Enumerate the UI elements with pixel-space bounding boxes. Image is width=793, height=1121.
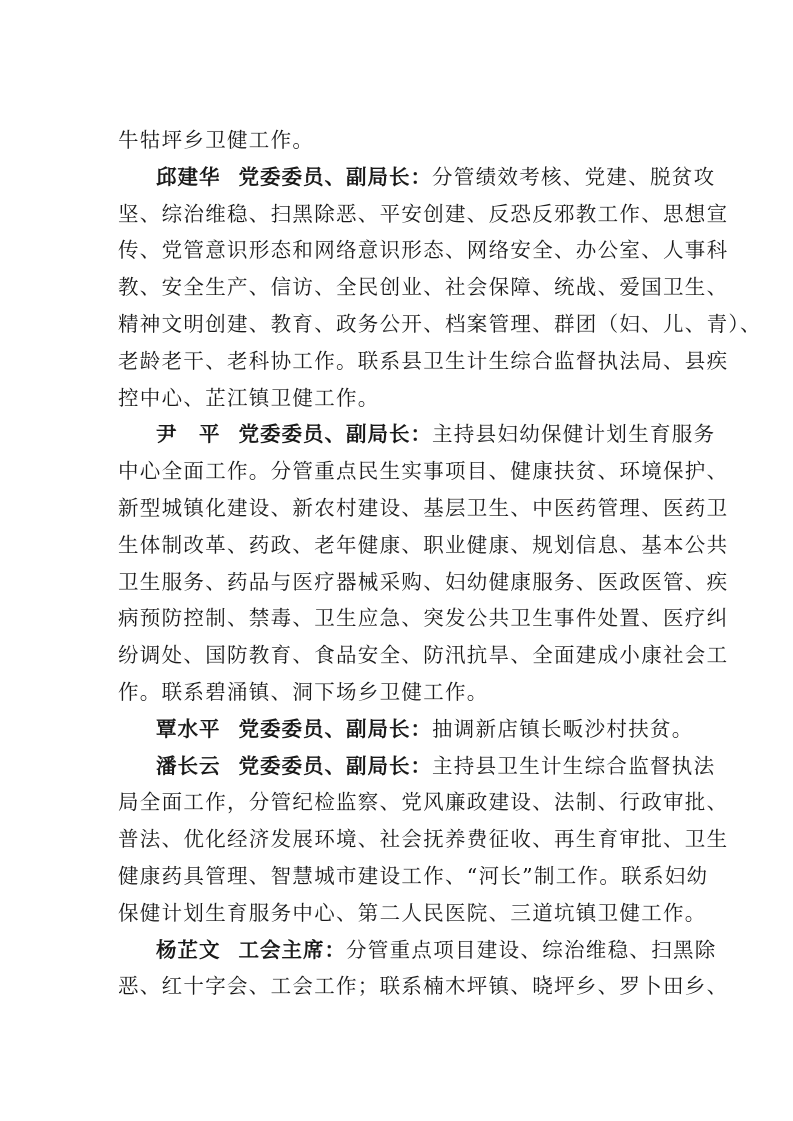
paragraph-lead-line bbox=[118, 932, 733, 969]
person-role: 工会主席： bbox=[238, 937, 346, 962]
text-line: 老龄老干、老科协工作。联系县卫生计生综合监督执法局、县疾 bbox=[118, 348, 729, 373]
text-line: 生体制改革、药政、老年健康、职业健康、规划信息、基本公共 bbox=[118, 532, 729, 557]
text-line: 传、党管意识形态和网络意识形态、网络安全、办公室、人事科 bbox=[118, 238, 729, 263]
text-line: 控中心、芷江镇卫健工作。 bbox=[118, 385, 380, 410]
duty-text: 主持县妇幼保健计划生育服务 bbox=[432, 422, 716, 447]
text-line: 保健计划生育服务中心、第二人民医院、三道坑镇卫健工作。 bbox=[118, 900, 707, 925]
text-line: 中心全面工作。分管重点民生实事项目、健康扶贫、环境保护、 bbox=[118, 459, 729, 484]
person-role: 党委委员、副局长： bbox=[238, 422, 432, 447]
text-line: 作。联系碧涌镇、洞下场乡卫健工作。 bbox=[118, 679, 489, 704]
text-line: 普法、优化经济发展环境、社会抚养费征收、再生育审批、卫生 bbox=[118, 827, 729, 852]
duty-text: 分管绩效考核、党建、脱贫攻 bbox=[432, 164, 716, 189]
text-line: 牛牯坪乡卫健工作。 bbox=[118, 128, 315, 152]
duty-text: 主持县卫生计生综合监督执法 bbox=[432, 753, 716, 778]
text-line: 病预防控制、禁毒、卫生应急、突发公共卫生事件处置、医疗纠 bbox=[118, 606, 729, 631]
text-line: 新型城镇化建设、新农村建设、基层卫生、中医药管理、医药卫 bbox=[118, 495, 729, 520]
person-name: 邱建华 bbox=[156, 164, 221, 189]
text-line: 坚、综治维稳、扫黑除恶、平安创建、反恐反邪教工作、思想宣 bbox=[118, 201, 729, 226]
person-role: 党委委员、副局长： bbox=[238, 716, 432, 741]
text-line: 精神文明创建、教育、政务公开、档案管理、群团（妇、儿、青）、 bbox=[118, 311, 762, 336]
text-line: 教、安全生产、信访、全民创业、社会保障、统战、爱国卫生、 bbox=[118, 275, 729, 300]
duty-text: 抽调新店镇长畈沙村扶贫。 bbox=[432, 716, 694, 741]
duty-text: 分管重点项目建设、综治维稳、扫黑除 bbox=[346, 937, 717, 962]
paragraph-lead-line bbox=[118, 416, 733, 453]
person-name: 潘长云 bbox=[156, 753, 221, 778]
paragraph-lead-line bbox=[118, 159, 733, 196]
person-role: 党委委员、副局长： bbox=[238, 753, 432, 778]
text-line: 卫生服务、药品与医疗器械采购、妇幼健康服务、医政医管、疾 bbox=[118, 569, 729, 594]
text-line: 纷调处、国防教育、食品安全、防汛抗旱、全面建成小康社会工 bbox=[118, 643, 729, 668]
text-line: 恶、红十字会、工会工作；联系楠木坪镇、晓坪乡、罗卜田乡、 bbox=[118, 974, 729, 999]
paragraph-lead-line bbox=[118, 748, 733, 785]
person-name: 覃水平 bbox=[156, 716, 221, 741]
text-line: 健康药具管理、智慧城市建设工作、“河长”制工作。联系妇幼 bbox=[118, 863, 709, 888]
text-line: 局全面工作，分管纪检监察、党风廉政建设、法制、行政审批、 bbox=[118, 790, 729, 815]
person-name: 杨芷文 bbox=[156, 937, 221, 962]
person-name: 尹 平 bbox=[156, 422, 221, 447]
paragraph-lead-line bbox=[118, 711, 733, 748]
person-role: 党委委员、副局长： bbox=[238, 164, 432, 189]
